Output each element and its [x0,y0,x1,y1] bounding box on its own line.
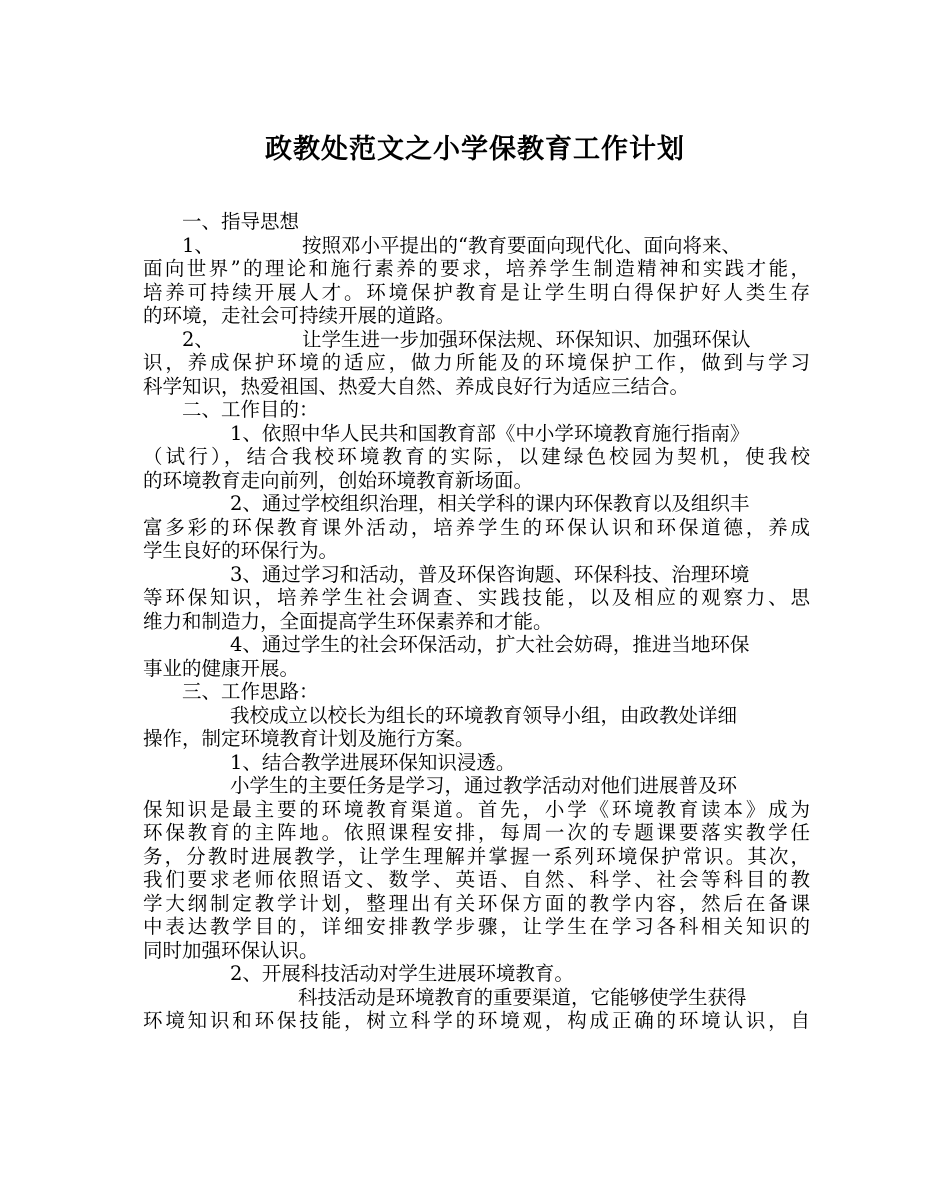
section-heading: 二、工作目的： [182,398,319,421]
paragraph-line: 面向世界”的理论和施行素养的要求，培养学生制造精神和实践才能， [143,257,810,280]
paragraph-line: 3、通过学习和活动，普及环保咨询题、环保科技、治理环境 [230,562,750,586]
paragraph-text: 按照邓小平提出的“教育要面向现代化、面向将来、 [302,233,741,257]
paragraph-line: 务，分教时进展教学，让学生理解并掌握一系列环境保护常识。其次， [143,844,810,868]
paragraph-line: 维力和制造力，全面提高学生环保素养和才能。 [143,609,553,633]
paragraph-line: （试行），结合我校环境教育的实际，以建绿色校园为契机，使我校 [143,445,810,468]
paragraph-line: 培养可持续开展人才。环境保护教育是让学生明白得保护好人类生存 [143,280,810,304]
paragraph-line: 2、通过学校组织治理，相关学科的课内环保教育以及组织丰 [230,492,750,515]
paragraph-line: 的环境，走社会可持续开展的道路。 [143,304,456,327]
document-title: 政教处范文之小学保教育工作计划 [265,134,685,165]
paragraph-line: 识，养成保护环境的适应，做力所能及的环境保护工作，做到与学习 [143,351,810,374]
paragraph-line: 保知识是最主要的环境教育渠道。首先，小学《环境教育读本》成为 [143,797,810,821]
paragraph-line: 4、通过学生的社会环保活动，扩大社会妨碍，推进当地环保 [230,633,750,656]
paragraph-text: 让学生进一步加强环保法规、环保知识、加强环保认 [302,327,751,351]
paragraph-line: 我们要求老师依照语文、数学、英语、自然、科学、社会等科目的教 [143,868,810,891]
paragraph-line [143,328,810,352]
paragraph-line: 操作，制定环境教育计划及施行方案。 [143,727,475,750]
paragraph-line: 同时加强环保认识。 [143,938,319,962]
paragraph-line [143,234,810,258]
paragraph-line: 的环境教育走向前列，创始环境教育新场面。 [143,468,534,492]
paragraph-line: 环保教育的主阵地。依照课程安排，每周一次的专题课要落实教学任 [143,821,810,844]
document-body [143,210,810,1033]
section-heading: 三、工作思路： [182,680,319,703]
paragraph-line: 环境知识和环保技能，树立科学的环境观，构成正确的环境认识，自 [143,1009,810,1032]
paragraph-line: 1、依照中华人民共和国教育部《中小学环境教育施行指南》 [230,421,750,445]
item-number: 1、 [182,233,214,257]
paragraph-line: 等环保知识，培养学生社会调查、实践技能，以及相应的观察力、思 [143,586,810,609]
paragraph-line: 我校成立以校长为组长的环境教育领导小组，由政教处详细 [230,703,738,727]
paragraph-line: 学大纲制定教学计划，整理出有关环保方面的教学内容，然后在备课 [143,891,810,915]
paragraph-line: 科学知识，热爱祖国、热爱大自然、养成良好行为适应三结合。 [143,374,690,398]
paragraph-line: 学生良好的环保行为。 [143,539,339,562]
item-number: 2、 [182,327,214,351]
paragraph-line: 富多彩的环保教育课外活动，培养学生的环保认识和环保道德，养成 [143,515,810,539]
subsection-heading: 2、开展科技活动对学生进展环境教育。 [230,962,574,985]
section-heading: 一、指导思想 [182,210,300,233]
subsection-heading: 1、结合教学进展环保知识浸透。 [230,750,516,774]
paragraph-line: 中表达教学目的，详细安排教学步骤，让学生在学习各科相关知识的 [143,915,810,938]
paragraph-line: 事业的健康开展。 [143,656,300,680]
paragraph-line: 科技活动是环境教育的重要渠道，它能够使学生获得 [298,985,747,1009]
paragraph-line: 小学生的主要任务是学习，通过教学活动对他们进展普及环 [230,774,738,797]
